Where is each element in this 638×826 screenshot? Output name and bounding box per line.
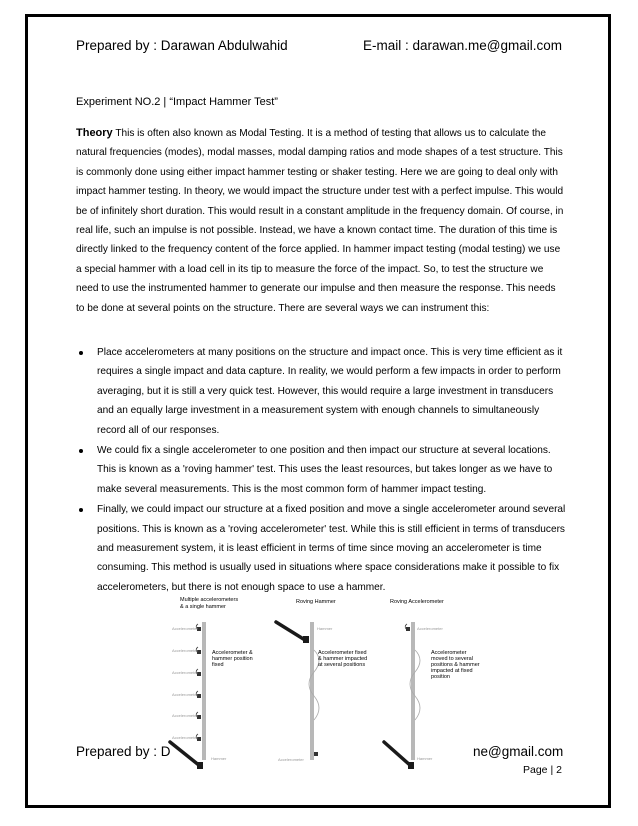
bullet-text: We could fix a single accelerometer to one position and then impact our structure at several locations. This is known as a 'roving hammer' test. This uses the least resources, but takes longer as we have to make several measurements. This is the most common form of hammer impact testing. [97, 445, 553, 495]
tag-accelerometer: Accelerometer [278, 757, 304, 762]
panel3-caption-line5: position [431, 674, 450, 680]
panel3-title: Roving Accelerometer [390, 599, 444, 605]
tag-hammer: Hammer [211, 756, 227, 761]
panel2-title: Roving Hammer [296, 599, 336, 605]
experiment-title: Experiment NO.2 | “Impact Hammer Test” [76, 96, 278, 108]
footer-author: Prepared by : D [76, 744, 171, 759]
panel1-title-line2: & a single hammer [180, 604, 226, 610]
panel-multiple-accelerometers [170, 597, 253, 769]
footer-email: ne@gmail.com [473, 744, 564, 759]
panel1-title-line1: Multiple accelerometers [180, 597, 239, 603]
tag-accelerometer: Accelerometer [172, 735, 198, 740]
tag-accelerometer: Accelerometer [172, 626, 198, 631]
panel3-caption-line1: Accelerometer [431, 650, 467, 656]
page-number: Page | 2 [523, 764, 562, 776]
header-email: E-mail : darawan.me@gmail.com [362, 38, 562, 53]
accelerometer-icon [314, 752, 318, 756]
accelerometer-icon [197, 627, 201, 741]
panel2-caption-line1: Accelerometer fixed [318, 650, 367, 656]
panel3-caption-line3: positions & hammer [431, 662, 480, 668]
header-author: Prepared by : Darawan Abdulwahid [76, 38, 288, 53]
hammer-icon [276, 622, 309, 643]
panel-roving-hammer [276, 599, 367, 762]
theory-text: This is often also known as Modal Testing. It is a method of testing that allows us to calculate the natural frequencies (modes), modal masses, modal damping ratios and mode shapes of a test structure. This is commonly done using either impact hammer testing or shaker testing. Here we are going to deal only with impact hammer testing. In theory, we would impact the structure under test with a perfect impulse. This would be of infinitely short duration. This would result in a constant amplitude in the frequency domain. Of course, in real life, such an impulse is not possible. Instead, we have a known contact time. The duration of this time is directly linked to the frequency content of the force applied. In hammer impact testing (modal testing) we use a special hammer with a load cell in its tip to measure the force of the impact. So, to test the structure we need to use the instrumented hammer to generate our impulse and then measure the response. This needs to be done at several points on the structure. There are several ways we can instrument this: [76, 128, 564, 314]
hammer-icon [384, 742, 414, 769]
panel2-caption-line2: & hammer impacted [318, 656, 368, 662]
tag-accelerometer: Accelerometer [172, 713, 198, 718]
tag-hammer: Hammer [317, 626, 333, 631]
theory-heading: Theory [76, 127, 113, 139]
panel3-caption-line4: impacted at fixed [431, 668, 473, 674]
sensor-cable-icon [196, 624, 198, 739]
panel-roving-accelerometer [384, 599, 480, 769]
panel1-beam [202, 622, 206, 760]
panel3-caption-line2: moved to several [431, 656, 473, 662]
accelerometer-icon [406, 627, 410, 631]
panel1-caption-line2: hammer position [212, 656, 253, 662]
hammer-icon [170, 742, 203, 769]
tag-accelerometer: Accelerometer [172, 670, 198, 675]
bullet-text: Finally, we could impact our structure at a fixed position and move a single accelerometer around several positions. This is known as a 'roving accelerometer' test. While this is still efficient in terms of transducers and measurement system, it is least efficient in terms of time since moving an accelerometer is time consuming. This method is usually used in situations where space considerations make it possible to fix accelerometers, but there is not enough space to use a hammer. [97, 504, 566, 593]
panel2-caption-line3: at several positions [318, 662, 366, 668]
tag-accelerometer: Accelerometer [172, 648, 198, 653]
panel1-caption-line3: fixed [212, 662, 224, 668]
tag-accelerometer: Accelerometer [172, 692, 198, 697]
tag-hammer: Hammer [417, 756, 433, 761]
bullet-text: Place accelerometers at many positions on the structure and impact once. This is very time efficient as it requires a single impact and data capture. In reality, we would perform a few impacts in order to perform averaging, but it is still a very quick test. However, this would require a large investment in transducers and an equally large investment in a measurement system with enough channels to simultaneously record all of our responses. [97, 347, 563, 436]
tag-accelerometer: Accelerometer [417, 626, 443, 631]
panel1-caption-line1: Accelerometer & [212, 650, 253, 656]
